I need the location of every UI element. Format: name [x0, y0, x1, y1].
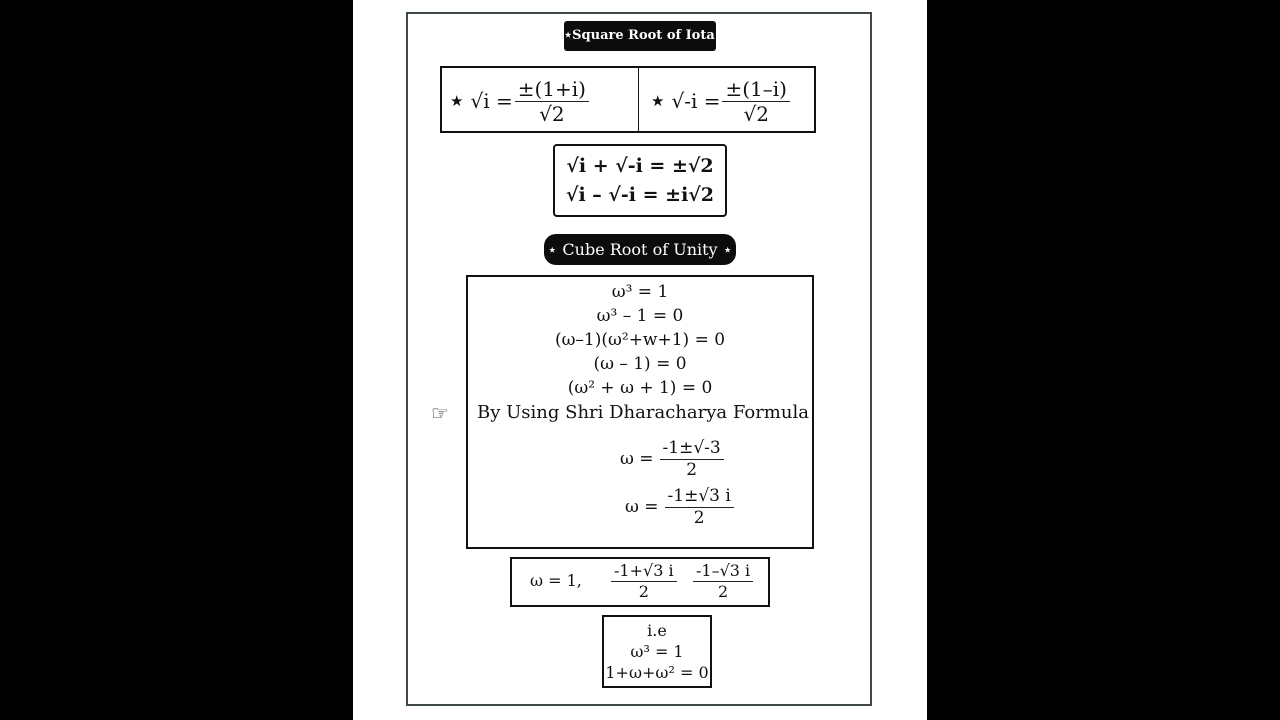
derivation-line-3: (ω–1)(ω²+w+1) = 0: [554, 330, 726, 350]
star-icon: ★: [651, 92, 665, 110]
sqrt-iota-table: [440, 66, 816, 133]
sqrt-i-cell: [450, 72, 589, 130]
omega-equation-2: [625, 487, 734, 527]
square-root-iota-title: [564, 21, 723, 51]
sum-line: √i + √-i = ±√2: [566, 155, 714, 177]
root-one: ω = 1,: [530, 571, 582, 590]
ie-line-1: i.e: [647, 621, 667, 640]
cube-root-unity-title: [544, 234, 736, 265]
derivation-line-2: ω³ – 1 = 0: [596, 306, 684, 326]
ie-summary-box: [602, 615, 712, 688]
omega-equation-1-lhs: ω =: [620, 449, 654, 470]
omega-equation-2-lhs: ω =: [625, 497, 659, 518]
sqrt-neg-i-cell: [651, 72, 790, 130]
omega-equation-1-numerator: -1±√-3: [660, 439, 724, 460]
root-three-denominator: 2: [717, 581, 729, 601]
star-icon: ★: [450, 92, 464, 110]
root-two-denominator: 2: [638, 581, 649, 601]
pointing-hand-icon: ☞: [431, 401, 449, 425]
root-two-fraction: [611, 562, 677, 600]
sqrt-iota-table-divider: [638, 68, 639, 131]
sqrt-i-lhs: √i =: [470, 89, 513, 113]
sqrt-i-denominator: √2: [539, 101, 565, 126]
cube-root-derivation-box: [466, 275, 814, 549]
sqrt-i-numerator: ±(1+i): [515, 78, 589, 102]
roots-box: [510, 557, 770, 607]
derivation-line-4: (ω – 1) = 0: [593, 354, 687, 374]
square-root-iota-title-text: ⋆Square Root of Iota⋆: [564, 28, 723, 43]
formula-text: By Using Shri Dharacharya Formula: [477, 402, 809, 423]
ie-line-2: ω³ = 1: [630, 642, 684, 661]
omega-equation-1-fraction: [660, 439, 724, 479]
sqrt-neg-i-lhs: √-i =: [671, 89, 721, 113]
omega-equation-2-numerator: -1±√3 i: [665, 487, 734, 508]
ie-line-3: 1+ω+ω² = 0: [605, 663, 709, 682]
difference-line: √i – √-i = ±i√2: [565, 184, 715, 206]
sqrt-neg-i-fraction: [722, 78, 789, 125]
root-two-numerator: -1+√3 i: [611, 562, 677, 582]
omega-equation-2-denominator: 2: [693, 507, 705, 528]
omega-equation-1: [620, 439, 724, 479]
omega-equation-1-denominator: 2: [686, 459, 698, 480]
root-three-numerator: -1–√3 i: [693, 562, 753, 582]
sqrt-neg-i-denominator: √2: [743, 101, 769, 126]
sqrt-i-fraction: [515, 78, 589, 125]
cube-root-unity-title-text: ⋆ Cube Root of Unity ⋆: [547, 240, 733, 259]
sqrt-neg-i-numerator: ±(1–i): [722, 78, 789, 102]
root-three-fraction: [693, 562, 753, 600]
sum-difference-box: [553, 144, 727, 217]
omega-equation-2-fraction: [665, 487, 734, 527]
derivation-line-1: ω³ = 1: [611, 282, 669, 302]
derivation-line-5: (ω² + ω + 1) = 0: [567, 378, 713, 398]
